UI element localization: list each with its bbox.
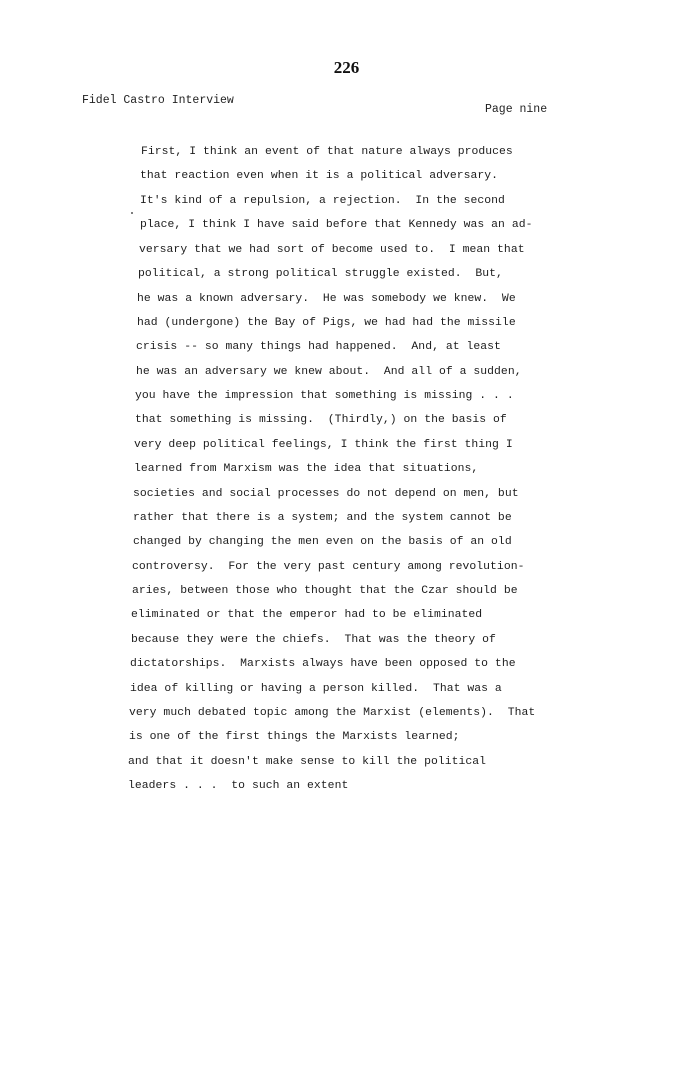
text-line: idea of killing or having a person killed. That was a [130, 683, 502, 695]
text-line: controversy. For the very past century among revolution- [132, 561, 525, 573]
text-line: and that it doesn't make sense to kill the political [128, 756, 487, 768]
page-number: 226 [333, 58, 360, 77]
text-line: learned from Marxism was the idea that situations, [134, 463, 479, 475]
text-line: rather that there is a system; and the system cannot be [133, 512, 512, 524]
text-line: It's kind of a repulsion, a rejection. In the second [140, 195, 505, 207]
text-line: changed by changing the men even on the basis of an old [133, 536, 512, 548]
text-line: that reaction even when it is a political adversary. [140, 170, 499, 182]
text-line: crisis -- so many things had happened. And, at least [136, 341, 501, 353]
text-line: aries, between those who thought that the Czar should be [132, 585, 518, 597]
text-line: he was a known adversary. He was somebody we knew. We [137, 293, 516, 305]
text-line: is one of the first things the Marxists learned; [129, 731, 460, 743]
text-line: that something is missing. (Thirdly,) on the basis of [135, 414, 507, 426]
page-label: Page nine [485, 103, 548, 116]
text-line: he was an adversary we knew about. And all of a sudden, [136, 366, 522, 378]
text-line: eliminated or that the emperor had to be eliminated [131, 609, 483, 621]
text-line: political, a strong political struggle existed. But, [138, 268, 503, 280]
text-line: place, I think I have said before that Kennedy was an ad- [140, 219, 533, 231]
text-line: very deep political feelings, I think the first thing I [134, 439, 513, 451]
text-line: dictatorships. Marxists always have been opposed to the [130, 658, 516, 670]
text-line: because they were the chiefs. That was the theory of [131, 634, 496, 646]
document-title: Fidel Castro Interview [82, 94, 234, 107]
text-line: you have the impression that something is missing . . . [135, 390, 514, 402]
text-line: versary that we had sort of become used to. I mean that [139, 244, 525, 256]
text-line: First, I think an event of that nature always produces [141, 146, 513, 158]
text-line: had (undergone) the Bay of Pigs, we had had the missile [137, 317, 516, 329]
text-line: societies and social processes do not depend on men, but [133, 488, 519, 500]
text-line: leaders . . . to such an extent [128, 780, 349, 792]
text-line: very much debated topic among the Marxist (elements). That [129, 707, 536, 719]
scan-speck [131, 212, 133, 214]
